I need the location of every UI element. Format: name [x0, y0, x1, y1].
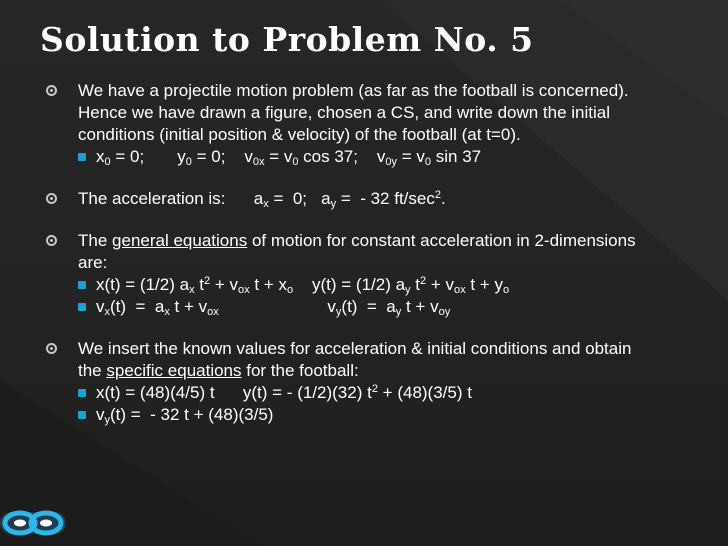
bullet-general-equations — [46, 230, 696, 274]
square-bullet-icon — [78, 411, 86, 419]
square-bullet-icon — [78, 303, 86, 311]
specific-line1: We insert the known values for acceleration & initial conditions and obtain — [78, 339, 632, 358]
infinity-logo-icon — [0, 504, 66, 536]
acceleration-label: The acceleration is: — [78, 189, 226, 208]
bullet-projectile-line1: We have a projectile motion problem (as far as the football is concerned). — [78, 81, 629, 100]
equation-positions — [78, 274, 696, 296]
bullet-specific-equations — [46, 338, 696, 382]
equation-velocities-text: $v_x(t) = a_x$ $t + v_{ox}$ $v_y(t) = a_y$ $t + v_{oy}$ — [96, 297, 451, 318]
specific-velocity-text: $v_y(t)$ = - 32 t + (48)(3/5) — [96, 405, 274, 426]
bullet-projectile-line3: conditions (initial position & velocity) of the football (at t=0). — [78, 125, 521, 144]
initial-conditions — [78, 146, 696, 168]
specific-post: for the football: — [246, 361, 359, 380]
general-post: of motion for constant acceleration in 2-dimensions — [251, 231, 636, 250]
general-equations-link[interactable]: general equations — [112, 231, 248, 250]
specific-pre: the — [78, 361, 102, 380]
ring-bullet-icon — [46, 85, 57, 96]
bullet-projectile-line2: Hence we have drawn a figure, chosen a CS, and write down the initial — [78, 103, 611, 122]
specific-velocity — [78, 404, 696, 426]
square-bullet-icon — [78, 153, 86, 161]
general-pre: The — [78, 231, 108, 250]
slide-title: Solution to Problem No. 5 — [40, 20, 534, 59]
bullet-acceleration — [46, 188, 696, 210]
initial-conditions-text: $x_0 = 0$; $y_0 = 0$; $v_{0x} = v_0$ cos 37; $v_{0y} = v_0$ sin 37 — [96, 147, 482, 168]
square-bullet-icon — [78, 281, 86, 289]
specific-equations-link[interactable]: specific equations — [106, 361, 242, 380]
square-bullet-icon — [78, 389, 86, 397]
specific-positions-text: x(t) = (48)(4/5) t y(t) = - (1/2)(32) $t^2 + (48)(3/5)$ t — [96, 383, 472, 402]
bullet-projectile — [46, 80, 696, 146]
specific-positions — [78, 382, 696, 404]
bullet-list — [46, 80, 696, 426]
acceleration-values: $a_x = 0$; $a_y$ = - 32 $ft/\sec^2$. — [253, 189, 446, 210]
ring-bullet-icon — [46, 193, 57, 204]
general-line2: are: — [78, 253, 108, 272]
ring-bullet-icon — [46, 343, 57, 354]
equation-positions-text: x(t) = (1/2) $a_x$ $t^2 + v_{ox}$ $t + x_o$ y(t) = (1/2) $a_y$ $t^2 + v_{ox}$ $t + y_o$ — [96, 275, 510, 296]
ring-bullet-icon — [46, 235, 57, 246]
equation-velocities — [78, 296, 696, 318]
